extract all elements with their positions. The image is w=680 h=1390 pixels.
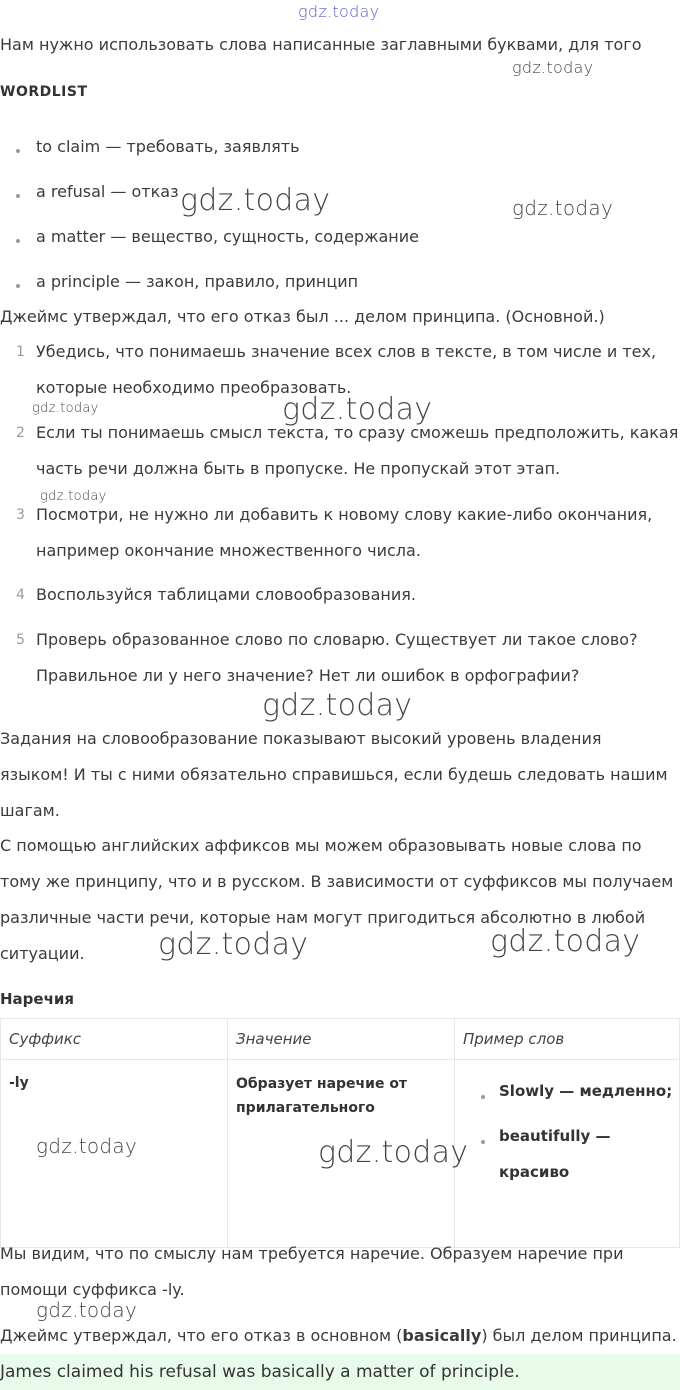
- step-number: 5: [16, 632, 25, 648]
- watermark-text: gdz.today: [262, 688, 413, 723]
- step-text: часть речи должна быть в пропуске. Не пропускай этот этап.: [36, 459, 561, 478]
- wordlist-item: to claim — требовать, заявлять: [36, 137, 300, 156]
- column-header-examples: Пример слов: [455, 1019, 680, 1060]
- answer-text: Джеймс утверждал, что его отказ в основном (: [0, 1326, 403, 1345]
- watermark-text: gdz.today: [32, 401, 99, 416]
- bullet-icon: [16, 149, 20, 153]
- paragraph-text: С помощью английских аффиксов мы можем образовывать новые слова по: [0, 836, 642, 855]
- bullet-icon: [16, 194, 20, 198]
- watermark-text: gdz.today: [158, 927, 309, 962]
- watermark-text: gdz.today: [180, 183, 331, 218]
- example-word: Slowly — медленно;: [499, 1082, 673, 1100]
- answer-text: ) был делом принципа.: [481, 1326, 677, 1345]
- watermark-text: gdz.today: [298, 2, 380, 21]
- step-number: 1: [16, 344, 25, 360]
- step-text: например окончание множественного числа.: [36, 541, 421, 560]
- paragraph-text: помощи суффикса -ly.: [0, 1280, 185, 1299]
- watermark-text: gdz.today: [512, 196, 614, 220]
- step-number: 3: [16, 507, 25, 523]
- wordlist-heading: WORDLIST: [0, 84, 88, 100]
- step-text: которые необходимо преобразовать.: [36, 378, 352, 397]
- step-text: Убедись, что понимаешь значение всех слов в тексте, в том числе и тех,: [36, 342, 657, 361]
- example-word: красиво: [499, 1163, 570, 1181]
- watermark-text: gdz.today: [512, 58, 594, 77]
- column-header-meaning: Значение: [228, 1019, 455, 1060]
- step-number: 4: [16, 587, 25, 603]
- meaning-line: прилагательного: [236, 1100, 375, 1116]
- adverbs-heading: Наречия: [0, 990, 75, 1008]
- paragraph-text: Задания на словообразование показывают высокий уровень владения: [0, 729, 602, 748]
- bullet-icon: [481, 1095, 485, 1099]
- bullet-icon: [16, 284, 20, 288]
- watermark-text: gdz.today: [282, 392, 433, 427]
- table-header-row: [1, 1019, 680, 1060]
- step-number: 2: [16, 425, 25, 441]
- bullet-icon: [481, 1140, 485, 1144]
- watermark-text: gdz.today: [36, 1134, 138, 1158]
- wordlist-item: a principle — закон, правило, принцип: [36, 272, 359, 291]
- paragraph-text: тому же принципу, что и в русском. В зависимости от суффиксов мы получаем: [0, 872, 674, 891]
- step-text: Правильное ли у него значение? Нет ли ошибок в орфографии?: [36, 666, 580, 685]
- wordlist-item: a matter — вещество, сущность, содержание: [36, 227, 419, 246]
- paragraph-text: шагам.: [0, 801, 60, 820]
- paragraph-text: языком! И ты с ними обязательно справишься, если будешь следовать нашим: [0, 765, 668, 784]
- column-header-suffix: Суффикс: [1, 1019, 228, 1060]
- watermark-text: gdz.today: [36, 1298, 138, 1322]
- answer-sentence: [0, 1326, 677, 1345]
- watermark-text: gdz.today: [40, 489, 107, 504]
- step-text: Воспользуйся таблицами словообразования.: [36, 585, 416, 604]
- intro-text: Нам нужно использовать слова написанные заглавными буквами, для того: [0, 35, 642, 54]
- word-formation-table: [0, 1018, 680, 1248]
- paragraph-text: Мы видим, что по смыслу нам требуется наречие. Образуем наречие при: [0, 1244, 624, 1263]
- suffix-value: -ly: [9, 1075, 29, 1091]
- wordlist-item: a refusal — отказ: [36, 182, 179, 201]
- paragraph-text: ситуации.: [0, 944, 85, 963]
- meaning-line: Образует наречие от: [236, 1076, 408, 1092]
- watermark-text: gdz.today: [490, 924, 641, 959]
- table-cell-examples: [455, 1060, 680, 1248]
- cut-off-line: [28, 62, 84, 68]
- example-word: beautifully —: [499, 1127, 611, 1145]
- step-text: Посмотри, не нужно ли добавить к новому слову какие-либо окончания,: [36, 505, 653, 524]
- step-text: Если ты понимаешь смысл текста, то сразу сможешь предположить, какая: [36, 423, 679, 442]
- answer-keyword: basically: [402, 1326, 482, 1345]
- translation-text: James claimed his refusal was basically a matter of principle.: [0, 1362, 520, 1382]
- paragraph-text: различные части речи, которые нам могут пригодиться абсолютно в любой: [0, 908, 646, 927]
- watermark-text: gdz.today: [318, 1135, 469, 1170]
- task-sentence: Джеймс утверждал, что его отказ был ... делом принципа. (Основной.): [0, 307, 605, 326]
- bullet-icon: [16, 239, 20, 243]
- step-text: Проверь образованное слово по словарю. Существует ли такое слово?: [36, 630, 638, 649]
